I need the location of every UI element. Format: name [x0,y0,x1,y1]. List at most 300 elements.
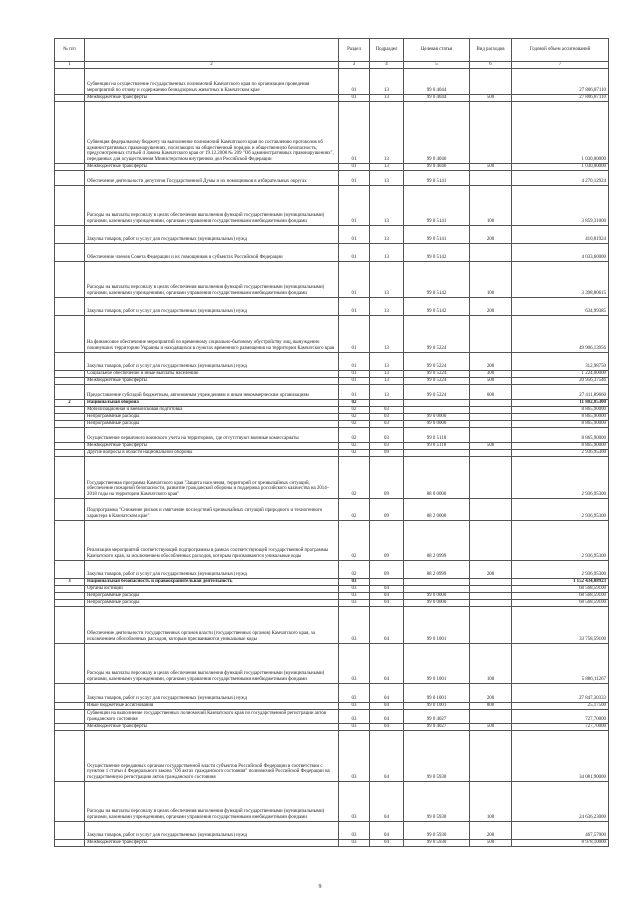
row-podrazdel [370,579,404,586]
row-expense-type: 500 [470,378,512,385]
row-amount: 2 936,95300 [512,521,609,561]
row-number [55,710,85,724]
row-amount: 634,99385 [512,298,609,316]
row-target-article: 99 0 1001 [404,703,470,710]
header-cell [85,39,339,62]
row-name: Непрограммные расходы [85,600,339,607]
row-target-article: 99 0 5224 [404,316,470,353]
row-razdel: 02 [339,407,370,414]
row-target-article: 99 0 5118 [404,428,470,443]
row-podrazdel: 04 [370,684,404,703]
row-target-article: 99 0 5141 [404,171,470,186]
row-number [55,428,85,443]
row-name: Закупка товаров, работ и услуг для государственных (муниципальных) нужд [85,298,339,316]
row-razdel: 03 [339,579,370,586]
row-expense-type [470,710,512,724]
row-target-article: 08 0 0000 [404,457,470,499]
row-razdel: 01 [339,262,370,298]
row-number [55,385,85,400]
row-razdel: 03 [339,600,370,607]
row-number [55,69,85,95]
row-razdel: 03 [339,644,370,684]
table-row [55,69,609,95]
row-podrazdel: 04 [370,731,404,782]
budget-sheet [54,38,608,847]
table-row [55,298,609,316]
row-name: Расходы на выплаты персоналу в целях обеспечения выполнения функций государственными (муниципальными) органами, казенными учреждениями, органами управления государственными внебюджетными фондами [85,782,339,822]
row-target-article [404,450,470,457]
row-podrazdel: 13 [370,262,404,298]
table-row [55,499,609,521]
row-name: Обеспечение деятельности государственных органов власти (государственных органов) Камчатского края, за исключением обособленных расходов, которым присваиваются уникальные коды [85,607,339,644]
row-target-article: 08 2 0999 [404,521,470,561]
row-amount: 4 033,60000 [512,244,609,262]
row-expense-type [470,171,512,186]
index-cell: 7 [512,62,609,69]
row-expense-type: 100 [470,644,512,684]
row-expense-type: 300 [470,371,512,378]
table-row [55,724,609,731]
row-amount: 8 865,90000 [512,421,609,428]
row-name: Субвенция федеральному бюджету на выполнение полномочий Камчатского края по составлению протоколов об административных правонарушениях, посягающих на общественный порядок и общественную безопасность, предусмотренных статьей 4 Закона Камчатского края от 19.12.2008 № 209 "Об административных правонарушениях", переданных для осуществления Министерством внутренних дел Российской Федерации [85,102,339,164]
row-podrazdel: 03 [370,414,404,421]
row-expense-type [470,600,512,607]
row-podrazdel: 13 [370,353,404,371]
row-target-article: 99 0 1001 [404,644,470,684]
row-razdel: 02 [339,421,370,428]
row-expense-type: 200 [470,561,512,579]
row-number [55,731,85,782]
row-target-article: 99 0 5224 [404,371,470,378]
table-row [55,840,609,847]
table-row [55,644,609,684]
row-number [55,298,85,316]
row-podrazdel: 04 [370,822,404,840]
row-expense-type [470,586,512,593]
row-razdel: 01 [339,244,370,262]
row-expense-type: 200 [470,226,512,244]
row-target-article [404,407,470,414]
row-podrazdel: 09 [370,499,404,521]
row-podrazdel: 03 [370,428,404,443]
row-expense-type: 200 [470,298,512,316]
row-number [55,822,85,840]
row-razdel: 03 [339,724,370,731]
row-amount: 20 956,37546 [512,378,609,385]
row-amount: 27 411,89660 [512,385,609,400]
row-target-article: 99 0 5141 [404,186,470,226]
row-expense-type: 200 [470,822,512,840]
row-expense-type [470,428,512,443]
header-cell: Целевая статья [404,39,470,62]
row-name: Органы юстиции [85,586,339,593]
table-row [55,457,609,499]
row-amount: 24 636,23000 [512,782,609,822]
row-target-article: 99 0 0000 [404,600,470,607]
row-razdel: 02 [339,414,370,421]
table-row [55,95,609,102]
row-amount: 2 936,95300 [512,499,609,521]
row-target-article: 99 0 4027 [404,710,470,724]
row-razdel: 01 [339,226,370,244]
row-name: Предоставление субсидий бюджетным, автономным учреждениям и иным некоммерческим организациям [85,385,339,400]
row-name: Государственная программа Камчатского края "Защита населения, территорий от чрезвычайных ситуаций, обеспечение пожарной безопасности, развитие гражданской обороны и поддержка российского казачества на 2014–2018 годы на территории Камчатского края" [85,457,339,499]
row-number [55,521,85,561]
row-name: Закупка товаров, работ и услуг для государственных (муниципальных) нужд [85,561,339,579]
row-number [55,840,85,847]
row-name: Закупка товаров, работ и услуг для государственных (муниципальных) нужд [85,822,339,840]
index-cell: 2 [85,62,339,69]
row-razdel: 01 [339,69,370,95]
row-amount: 1 030,00000 [512,164,609,171]
row-podrazdel: 04 [370,703,404,710]
table-row [55,102,609,164]
row-name: Осуществление переданных органам государственной власти субъектов Российской Федерации в соответствии с пунктом 1 статьи 4 Федерального закона "Об актах гражданского состояния" полномочий Российской Федерации на государственную регистрацию актов гражданского состояния [85,731,339,782]
table-row [55,593,609,600]
row-target-article: 99 0 5930 [404,731,470,782]
table-row [55,164,609,171]
table-body [55,69,609,847]
row-razdel: 01 [339,298,370,316]
row-razdel: 02 [339,499,370,521]
row-name: Непрограммные расходы [85,414,339,421]
row-target-article: 99 0 5141 [404,226,470,244]
row-number [55,586,85,593]
row-expense-type [470,457,512,499]
row-razdel: 03 [339,684,370,703]
row-amount: 11 802,85300 [512,400,609,407]
row-expense-type: 100 [470,186,512,226]
row-expense-type: 500 [470,443,512,450]
row-expense-type [470,450,512,457]
row-podrazdel: 13 [370,244,404,262]
column-index-row [55,62,609,69]
row-podrazdel: 13 [370,102,404,164]
row-name: Непрограммные расходы [85,593,339,600]
row-name: Межбюджетные трансферты [85,164,339,171]
row-number [55,607,85,644]
row-name: Закупка товаров, работ и услуг для государственных (муниципальных) нужд [85,684,339,703]
row-amount: 2 936,95300 [512,450,609,457]
row-amount: 25,17500 [512,703,609,710]
row-target-article: 99 0 4027 [404,724,470,731]
row-target-article: 99 0 4044 [404,95,470,102]
table-row [55,443,609,450]
row-podrazdel: 09 [370,561,404,579]
budget-table [54,38,609,847]
row-name: Субвенции на выполнение государственных полномочий Камчатского края по государственной регистрации актов гражданского состояния [85,710,339,724]
row-podrazdel: 13 [370,371,404,378]
row-target-article: 99 0 0000 [404,421,470,428]
row-number [55,593,85,600]
row-name: Другие вопросы в области национальной обороны [85,450,339,457]
table-row [55,353,609,371]
table-row [55,226,609,244]
row-razdel: 02 [339,561,370,579]
page-number: 9 [318,884,322,890]
row-expense-type [470,579,512,586]
row-target-article [404,400,470,407]
row-amount: 8 865,90000 [512,414,609,421]
row-amount: 2 936,95300 [512,561,609,579]
row-number [55,353,85,371]
row-target-article: 99 0 0000 [404,414,470,421]
row-number [55,457,85,499]
row-expense-type: 600 [470,385,512,400]
row-amount: 34 081,90000 [512,731,609,782]
table-row [55,521,609,561]
row-name: Расходы на выплаты персоналу в целях обеспечения выполнения функций государственными (муниципальными) органами, казенными учреждениями, органами управления государственными внебюджетными фондами [85,262,339,298]
row-number [55,724,85,731]
row-amount: 3 859,31000 [512,186,609,226]
row-number [55,262,85,298]
row-number [55,171,85,186]
row-razdel: 03 [339,822,370,840]
table-row [55,421,609,428]
row-amount: 3 398,80615 [512,262,609,298]
row-number [55,443,85,450]
row-razdel: 02 [339,521,370,561]
row-number [55,499,85,521]
row-amount: 1 152 434,08923 [512,579,609,586]
row-expense-type [470,421,512,428]
table-row [55,262,609,298]
row-amount: 8 978,10000 [512,840,609,847]
row-name: Межбюджетные трансферты [85,840,339,847]
row-razdel: 03 [339,607,370,644]
row-expense-type [470,731,512,782]
row-expense-type [470,414,512,421]
row-expense-type: 100 [470,262,512,298]
row-amount: 1 224,00000 [512,371,609,378]
row-podrazdel: 13 [370,298,404,316]
row-razdel: 01 [339,171,370,186]
row-target-article: 99 0 5142 [404,244,470,262]
row-name: Мобилизационная и вневойсковая подготовка [85,407,339,414]
row-name: Национальная безопасность и правоохранительная деятельность [85,579,339,586]
row-target-article: 99 0 0000 [404,593,470,600]
row-name: Иные бюджетные ассигнования [85,703,339,710]
row-podrazdel: 09 [370,457,404,499]
row-razdel: 03 [339,593,370,600]
row-target-article [404,586,470,593]
row-razdel: 02 [339,443,370,450]
table-row [55,731,609,782]
row-name: Расходы на выплаты персоналу в целях обеспечения выполнения функций государственными (муниципальными) органами, казенными учреждениями, органами управления государственными внебюджетными фондами [85,644,339,684]
row-number [55,226,85,244]
table-row [55,561,609,579]
row-podrazdel: 13 [370,95,404,102]
index-cell: 1 [55,62,85,69]
row-expense-type: 100 [470,782,512,822]
row-razdel: 02 [339,400,370,407]
row-amount: 5 886,11267 [512,644,609,684]
row-number [55,244,85,262]
header-cell: Раздел [339,39,370,62]
row-name: Межбюджетные трансферты [85,724,339,731]
row-amount: 27 806,87110 [512,95,609,102]
row-target-article: 99 0 5224 [404,378,470,385]
header-row [55,39,609,62]
row-expense-type: 500 [470,95,512,102]
row-podrazdel: 13 [370,186,404,226]
row-target-article: 99 0 1001 [404,607,470,644]
table-row [55,171,609,186]
row-razdel: 02 [339,450,370,457]
row-razdel: 03 [339,731,370,782]
row-target-article: 99 0 5930 [404,840,470,847]
row-expense-type [470,400,512,407]
table-row [55,428,609,443]
row-podrazdel: 04 [370,586,404,593]
row-name: Закупка товаров, работ и услуг для государственных (муниципальных) нужд [85,353,339,371]
row-podrazdel: 03 [370,443,404,450]
row-number [55,95,85,102]
row-razdel: 01 [339,164,370,171]
row-target-article: 99 0 5142 [404,298,470,316]
row-razdel: 01 [339,385,370,400]
row-number [55,186,85,226]
row-expense-type: 500 [470,840,512,847]
row-number: 3 [55,579,85,586]
table-row [55,316,609,353]
row-name: Расходы на выплаты персоналу в целях обеспечения выполнения функций государственными (муниципальными) органами, казенными учреждениями, органами управления государственными внебюджетными фондами [85,186,339,226]
row-expense-type [470,316,512,353]
table-row [55,586,609,593]
row-podrazdel: 04 [370,724,404,731]
header-cell: Годовой объем ассигнований [512,39,609,62]
row-amount: 1 030,00000 [512,102,609,164]
row-name: Субвенции на осуществление государственных полномочий Камчатского края по организации проведения мероприятий по отлову и содержанию безнадзорных животных в Камчатском крае [85,69,339,95]
row-number [55,450,85,457]
row-name: На финансовое обеспечение мероприятий по временному социально-бытовому обустройству лиц, вынужденно покинувших территорию Украины и находящихся в пунктах временного размещения на территории Камчатского края [85,316,339,353]
row-target-article: 99 0 5142 [404,262,470,298]
table-row [55,703,609,710]
row-target-article: 99 0 1001 [404,684,470,703]
row-podrazdel: 13 [370,226,404,244]
row-razdel: 03 [339,782,370,822]
row-razdel: 01 [339,186,370,226]
row-podrazdel: 04 [370,644,404,684]
row-razdel: 01 [339,378,370,385]
row-expense-type [470,102,512,164]
row-amount: 312,98750 [512,353,609,371]
row-expense-type [470,499,512,521]
row-target-article: 99 0 5930 [404,822,470,840]
row-amount: 8 865,90000 [512,443,609,450]
row-podrazdel: 13 [370,164,404,171]
table-row [55,579,609,586]
row-number [55,703,85,710]
index-cell: 6 [470,62,512,69]
row-expense-type [470,593,512,600]
row-razdel: 01 [339,353,370,371]
row-razdel: 01 [339,95,370,102]
row-name: Подпрограмма "Снижение рисков и смягчение последствий чрезвычайных ситуаций природного и техногенного характера в Камчатском крае" [85,499,339,521]
row-number [55,644,85,684]
row-amount: 727,70000 [512,724,609,731]
row-amount: 33 758,59100 [512,607,609,644]
row-razdel: 03 [339,710,370,724]
row-number [55,684,85,703]
row-expense-type [470,607,512,644]
row-amount: 27 847,30333 [512,684,609,703]
table-row [55,371,609,378]
row-target-article: 08 2 0999 [404,561,470,579]
table-row [55,244,609,262]
row-amount: 4 270,12924 [512,171,609,186]
row-podrazdel: 09 [370,521,404,561]
table-row [55,414,609,421]
row-target-article: 99 0 4046 [404,102,470,164]
index-cell: 3 [339,62,370,69]
row-podrazdel: 04 [370,840,404,847]
row-expense-type: 800 [470,703,512,710]
row-amount: 68 568,59100 [512,593,609,600]
row-number [55,164,85,171]
row-name: Межбюджетные трансферты [85,378,339,385]
row-podrazdel [370,400,404,407]
row-podrazdel: 04 [370,710,404,724]
row-expense-type: 500 [470,164,512,171]
row-target-article: 99 0 4046 [404,164,470,171]
row-podrazdel: 13 [370,378,404,385]
row-amount: 68 568,59100 [512,586,609,593]
table-row [55,186,609,226]
row-name: Межбюджетные трансферты [85,443,339,450]
row-razdel: 01 [339,102,370,164]
row-number [55,600,85,607]
row-number [55,102,85,164]
index-cell: 4 [370,62,404,69]
row-number [55,561,85,579]
table-row [55,385,609,400]
index-cell: 5 [404,62,470,69]
row-razdel: 02 [339,457,370,499]
row-target-article: 99 0 5224 [404,353,470,371]
table-row [55,822,609,840]
header-cell: Подраздел [370,39,404,62]
row-amount: 27 806,87110 [512,69,609,95]
row-expense-type [470,244,512,262]
row-podrazdel: 13 [370,385,404,400]
row-target-article: 99 0 5224 [404,385,470,400]
row-name: Социальное обеспечение и иные выплаты населению [85,371,339,378]
table-row [55,378,609,385]
row-expense-type: 200 [470,353,512,371]
row-podrazdel: 13 [370,69,404,95]
row-razdel: 01 [339,316,370,353]
row-amount: 68 568,59100 [512,600,609,607]
row-expense-type [470,407,512,414]
row-amount: 727,70000 [512,710,609,724]
row-number [55,782,85,822]
row-name: Осуществление первичного воинского учета на территориях, где отсутствуют военные комиссариаты [85,428,339,443]
row-target-article: 99 0 4044 [404,69,470,95]
row-number [55,316,85,353]
row-razdel: 03 [339,840,370,847]
row-target-article: 99 0 5118 [404,443,470,450]
row-name: Обеспечение членов Совета Федерации и их помощников в субъектах Российской Федерации [85,244,339,262]
row-amount: 410,81924 [512,226,609,244]
row-amount: 2 936,95300 [512,457,609,499]
row-expense-type: 200 [470,684,512,703]
row-razdel: 01 [339,371,370,378]
row-podrazdel: 04 [370,607,404,644]
header-cell: Вид расходов [470,39,512,62]
row-number [55,371,85,378]
row-podrazdel: 13 [370,316,404,353]
